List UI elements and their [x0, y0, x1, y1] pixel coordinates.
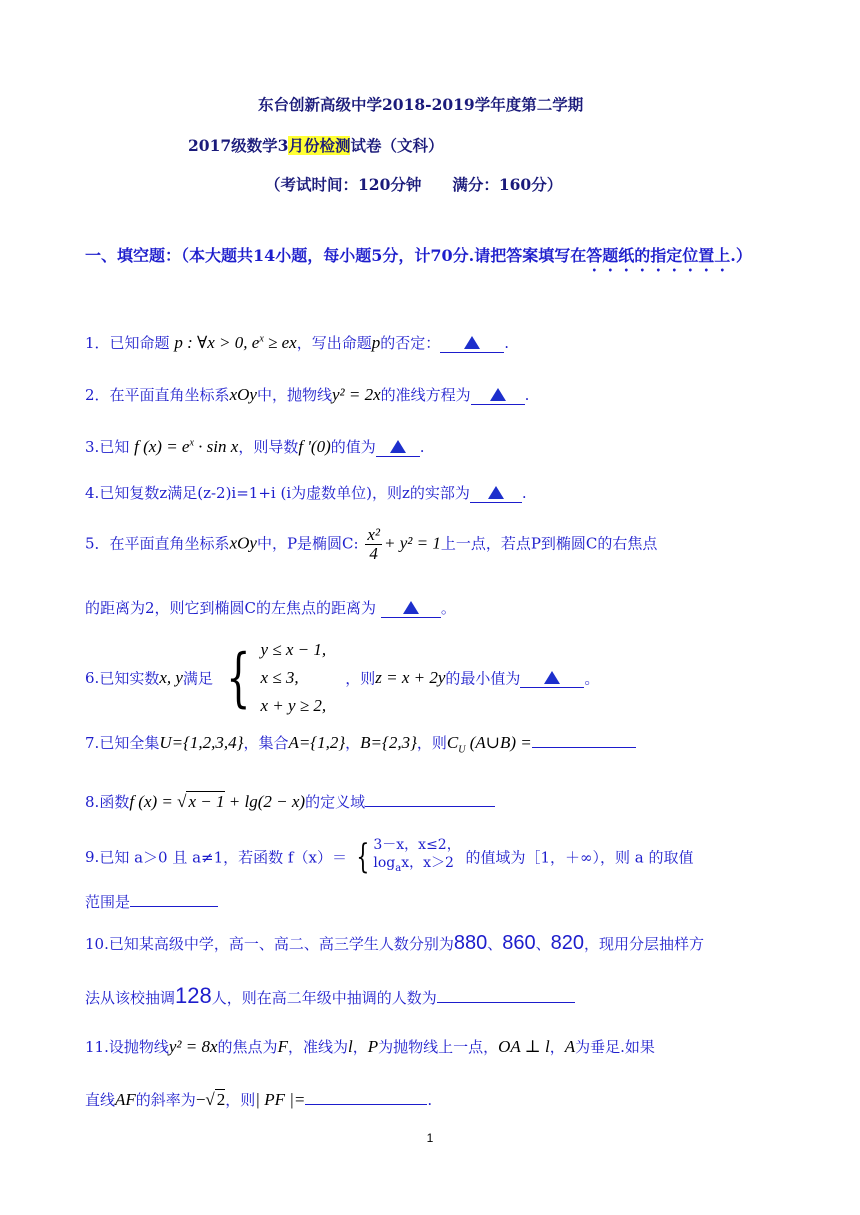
- q5-number: 5．: [85, 534, 110, 553]
- q1-number: 1．: [85, 334, 110, 352]
- q11-pf: | PF |=: [255, 1090, 306, 1109]
- q11-slope: −√ 2: [195, 1090, 226, 1109]
- exam-title: [188, 134, 443, 156]
- q1-pre: 已知命题: [109, 334, 170, 352]
- section-heading-end: .）: [730, 246, 752, 265]
- question-9: [85, 836, 785, 878]
- q1-answer-blank[interactable]: [440, 334, 504, 353]
- q2-equation: y² = 2x: [331, 385, 381, 404]
- question-10: 10.已知某高级中学，高一、高二、高三学生人数分别为880、860、820，现用分层抽样方: [85, 932, 705, 954]
- q1-post2: 的否定：: [380, 334, 441, 352]
- q3-derivative: f '(0): [298, 437, 331, 456]
- q10-count-grade3: 820: [550, 932, 585, 954]
- question-11: 11.设抛物线y² = 8x的焦点为F，准线为l，P为抛物线上一点，OA ⊥ l，A为垂足.如果: [85, 1037, 655, 1056]
- q3-number: 3.: [85, 438, 100, 456]
- q3-function: f $(x) = e^x \cdot \sin x$: [134, 437, 239, 456]
- q1-post: ，写出命题: [296, 334, 372, 352]
- question-4: 4.已知复数z满足(z-2)i=1+i (i为虚数单位)，则z的实部为 .: [85, 484, 527, 502]
- q6-answer-blank[interactable]: [520, 669, 584, 688]
- exam-title-suffix: 试卷（文科）: [350, 136, 444, 155]
- q11-perpendicular: OA ⊥ l: [498, 1037, 550, 1056]
- question-10-line2: 法从该校抽调128人，则在高二年级中抽调的人数为: [85, 983, 785, 1009]
- q11-parabola: y² = 8x: [168, 1037, 218, 1056]
- q9-number: 9.: [85, 847, 100, 866]
- question-11-line2: 直线AF的斜率为−√ 2，则| PF |= .: [85, 1090, 433, 1109]
- question-5-line2: 的距离为2，则它到椭圆C的左焦点的距离为 。: [85, 599, 456, 617]
- q11-line-af: AF: [115, 1090, 136, 1109]
- q7-complement: $C_U$ (A∪B) =: [446, 733, 532, 756]
- q6-constraint-2: x ≤ 3,: [260, 668, 299, 687]
- q6-constraint-1: y ≤ x − 1,: [260, 640, 327, 659]
- page-number: 1: [426, 1131, 434, 1145]
- q2-xoy: xOy: [229, 385, 257, 404]
- question-5: 5．在平面直角坐标系xOy中，P是椭圆C: $\frac{\text{x²}}{4}$ + y² = 1上一点，若点P到椭圆C的右焦点: [85, 525, 658, 563]
- q8-answer-blank[interactable]: [365, 790, 495, 807]
- q3-answer-blank[interactable]: [376, 438, 420, 457]
- q4-text: 已知复数z满足(z-2)i=1+i (i为虚数单位)，则z的实部为: [99, 484, 470, 502]
- exam-title-prefix: 2017级数学3: [188, 136, 289, 155]
- q7-answer-blank[interactable]: [532, 731, 636, 748]
- answer-triangle-icon: [464, 336, 480, 349]
- answer-triangle-icon: [403, 601, 419, 614]
- q8-number: 8.: [85, 793, 100, 811]
- q11-number: 11.: [85, 1038, 109, 1056]
- q6-vars: x, y: [159, 668, 183, 687]
- q9-text1: 已知 a＞0 且 a≠1，若函数 f（x）＝: [99, 848, 347, 867]
- q4-number: 4.: [85, 484, 100, 502]
- answer-triangle-icon: [490, 388, 506, 401]
- answer-triangle-icon: [544, 671, 560, 684]
- left-brace-icon: {: [225, 641, 251, 715]
- school-title: 东台创新高级中学2018-2019学年度第二学期: [258, 95, 584, 114]
- q5-equation: + y² = 1: [384, 533, 441, 553]
- q1-p: p: [371, 333, 381, 352]
- question-1: 1．已知命题 p : ∀x > 0, $e^x$ ≥ ex，写出命题p的否定： .: [85, 333, 510, 352]
- q7-set-b: B={2,3}: [360, 733, 417, 752]
- q7-set-a: A={1,2}: [288, 733, 346, 752]
- q2-answer-blank[interactable]: [471, 386, 525, 405]
- q5-answer-blank[interactable]: [381, 599, 441, 618]
- q9-piecewise: [352, 836, 461, 878]
- section-heading: [85, 238, 785, 275]
- q10-number: 10.: [85, 935, 109, 953]
- q9-piece-1: 3－x，x≤2，: [373, 837, 461, 853]
- q5-xoy: xOy: [229, 533, 257, 553]
- section-heading-dotted: 答题纸的指定位置上: [586, 246, 731, 265]
- q9-piece-2: $\log_ax$，x＞2: [373, 855, 454, 874]
- q1-math: p : ∀x > 0, $e^x$ ≥ ex: [174, 333, 297, 352]
- q9-text2: 的值域为［1，＋∞），则 a 的取值: [465, 848, 694, 867]
- q6-constraint-system: [218, 636, 341, 720]
- q7-universal-set: U={1,2,3,4}: [159, 733, 244, 752]
- question-3: 3.已知 f $(x) = e^x \cdot \sin x$，则导数f '(0)的值为 .: [85, 437, 425, 456]
- answer-triangle-icon: [488, 486, 504, 499]
- q6-constraint-3: x + y ≥ 2,: [260, 696, 327, 715]
- q4-answer-blank[interactable]: [470, 484, 522, 503]
- exam-title-highlight: 月份检测: [288, 136, 351, 155]
- answer-triangle-icon: [390, 440, 406, 453]
- question-6: 6.已知实数x, y满足 { y ≤ x − 1, x ≤ 3, x + y ≥ 2, ，则z = x + 2y的最小值为 。: [85, 636, 785, 720]
- q9-answer-blank[interactable]: [130, 890, 218, 907]
- q10-answer-blank[interactable]: [437, 986, 575, 1003]
- q2-number: 2．: [85, 386, 110, 404]
- q10-sample-size: 128: [175, 983, 212, 1008]
- q6-expression: z = x + 2y: [375, 668, 446, 687]
- q8-function: f (x) = √ x − 1 + lg(2 − x): [129, 792, 306, 811]
- q5-fraction: $\frac{\text{x²}}{4}$: [367, 525, 380, 563]
- q7-number: 7.: [85, 734, 100, 752]
- question-7: 7.已知全集U={1,2,3,4}，集合A={1,2}，B={2,3}，则$C_U$ (A∪B) =: [85, 731, 785, 755]
- section-heading-text: 一、填空题：（本大题共14小题，每小题5分，计70分.请把答案填写在: [85, 246, 587, 265]
- exam-info: （考试时间：120分钟 满分：160分）: [265, 175, 563, 194]
- q10-count-grade2: 860: [502, 932, 536, 954]
- question-2: 2．在平面直角坐标系xOy中，抛物线y² = 2x的准线方程为 .: [85, 385, 530, 404]
- q10-count-grade1: 880: [453, 932, 488, 954]
- q11-answer-blank[interactable]: [305, 1088, 427, 1105]
- left-brace-icon: {: [356, 836, 370, 877]
- question-8: 8.函数f (x) = √ x − 1 + lg(2 − x)的定义域: [85, 790, 785, 812]
- question-9-line2: 范围是: [85, 890, 785, 912]
- q6-number: 6.: [85, 669, 100, 687]
